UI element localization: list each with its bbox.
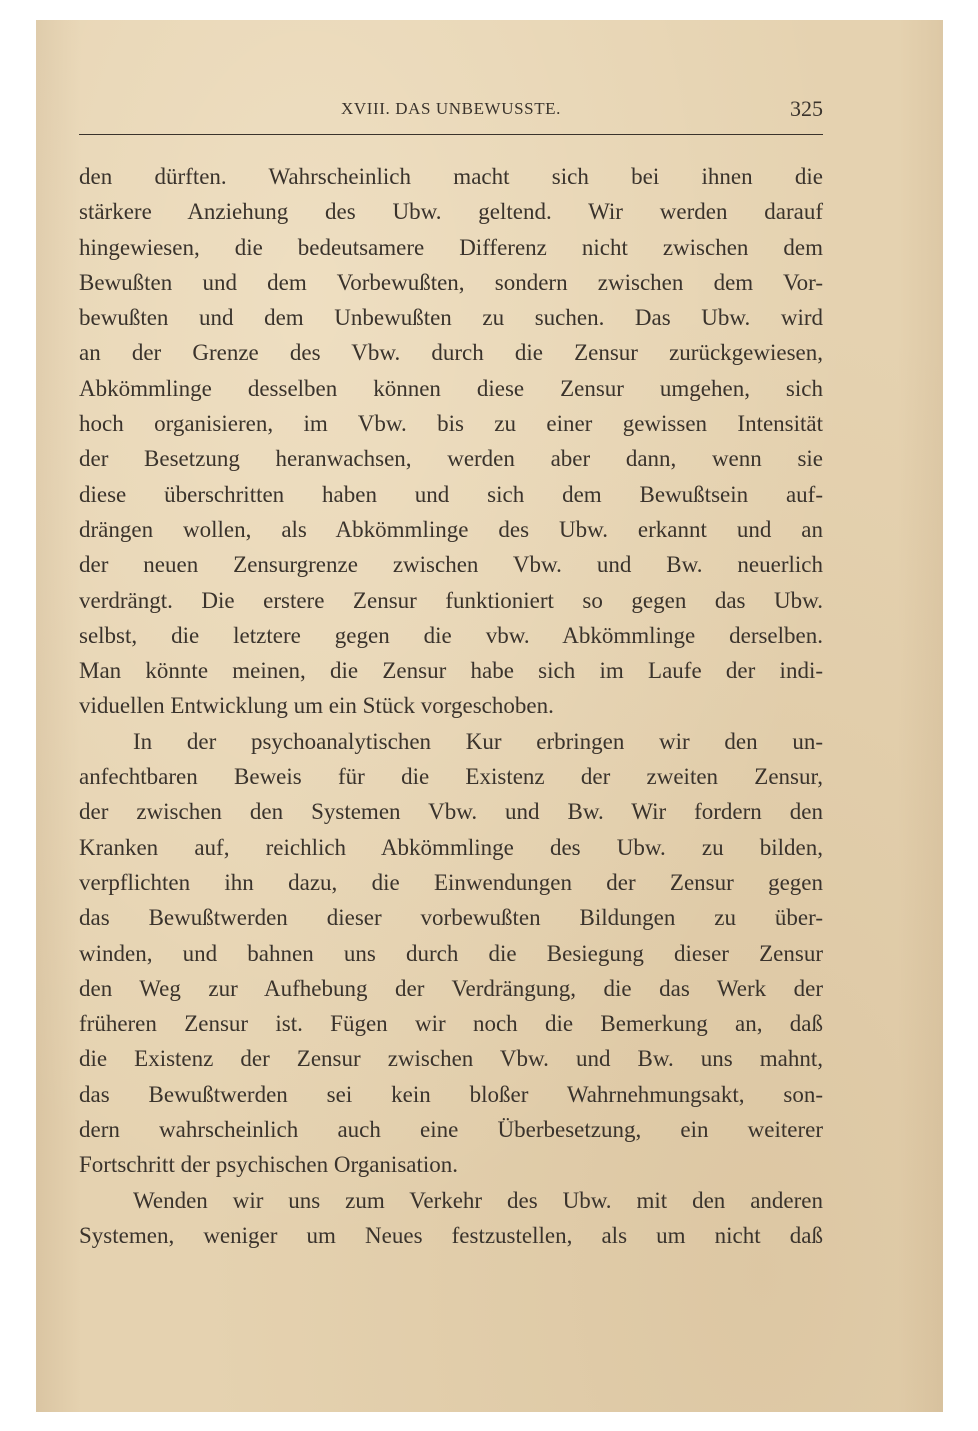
text-line: stärkere Anziehung des Ubw. geltend. Wir werden darauf: [79, 199, 823, 225]
text-line: bewußten und dem Unbewußten zu suchen. Das Ubw. wird: [79, 305, 823, 331]
text-line: den dürften. Wahrscheinlich macht sich bei ihnen die: [79, 164, 823, 189]
page-number: 325: [790, 96, 823, 121]
text-line: hingewiesen, die bedeutsamere Differenz nicht zwischen dem: [79, 234, 823, 260]
text-line: verdrängt. Die erstere Zensur funktioniert so gegen das Ubw.: [79, 587, 823, 613]
text-line: Kranken auf, reichlich Abkömmlinge des Ubw. zu bilden,: [79, 834, 823, 860]
text-line: Bewußten und dem Vorbewußten, sondern zwischen dem Vor-: [79, 269, 823, 295]
text-line: hoch organisieren, im Vbw. bis zu einer gewissen Intensität: [79, 411, 823, 437]
text-line: der zwischen den Systemen Vbw. und Bw. Wir fordern den: [79, 799, 823, 825]
text-line: In der psychoanalytischen Kur erbringen wir den un-: [133, 728, 823, 754]
text-line: der neuen Zensurgrenze zwischen Vbw. und Bw. neuerlich: [79, 552, 823, 578]
body-text: [79, 159, 823, 1253]
text-line: Man könnte meinen, die Zensur habe sich im Laufe der indi-: [79, 658, 823, 684]
text-line: dern wahrscheinlich auch eine Überbesetzung, ein weiterer: [79, 1117, 823, 1143]
header-rule: [79, 134, 823, 135]
text-line: diese überschritten haben und sich dem Bewußtsein auf-: [79, 481, 823, 507]
text-line: früheren Zensur ist. Fügen wir noch die Bemerkung an, daß: [79, 1011, 823, 1037]
text-line: winden, und bahnen uns durch die Besiegung dieser Zensur: [79, 940, 823, 966]
text-line: das Bewußtwerden sei kein bloßer Wahrnehmungsakt, son-: [79, 1081, 823, 1107]
page-header: [79, 97, 823, 135]
text-line: drängen wollen, als Abkömmlinge des Ubw. erkannt und an: [79, 516, 823, 542]
text-line: der Besetzung heranwachsen, werden aber dann, wenn sie: [79, 446, 823, 472]
text-line: selbst, die letztere gegen die vbw. Abkömmlinge derselben.: [79, 622, 823, 648]
text-line: Abkömmlinge desselben können diese Zensur umgehen, sich: [79, 375, 823, 401]
running-title: XVIII. DAS UNBEWUSSTE.: [340, 99, 562, 118]
text-line: viduellen Entwicklung um ein Stück vorgeschoben.: [79, 693, 554, 719]
text-line: an der Grenze des Vbw. durch die Zensur zurückgewiesen,: [79, 340, 823, 366]
text-line: anfechtbaren Beweis für die Existenz der zweiten Zensur,: [79, 764, 823, 790]
text-line: den Weg zur Aufhebung der Verdrängung, die das Werk der: [79, 975, 823, 1001]
text-line: Fortschritt der psychischen Organisation.: [79, 1152, 459, 1178]
text-line: die Existenz der Zensur zwischen Vbw. und Bw. uns mahnt,: [79, 1046, 823, 1072]
text-line: verpflichten ihn dazu, die Einwendungen der Zensur gegen: [79, 869, 823, 895]
text-line: Wenden wir uns zum Verkehr des Ubw. mit den anderen: [133, 1187, 823, 1213]
text-line: Systemen, weniger um Neues festzustellen, als um nicht daß: [79, 1222, 823, 1248]
text-line: das Bewußtwerden dieser vorbewußten Bildungen zu über-: [79, 905, 823, 931]
